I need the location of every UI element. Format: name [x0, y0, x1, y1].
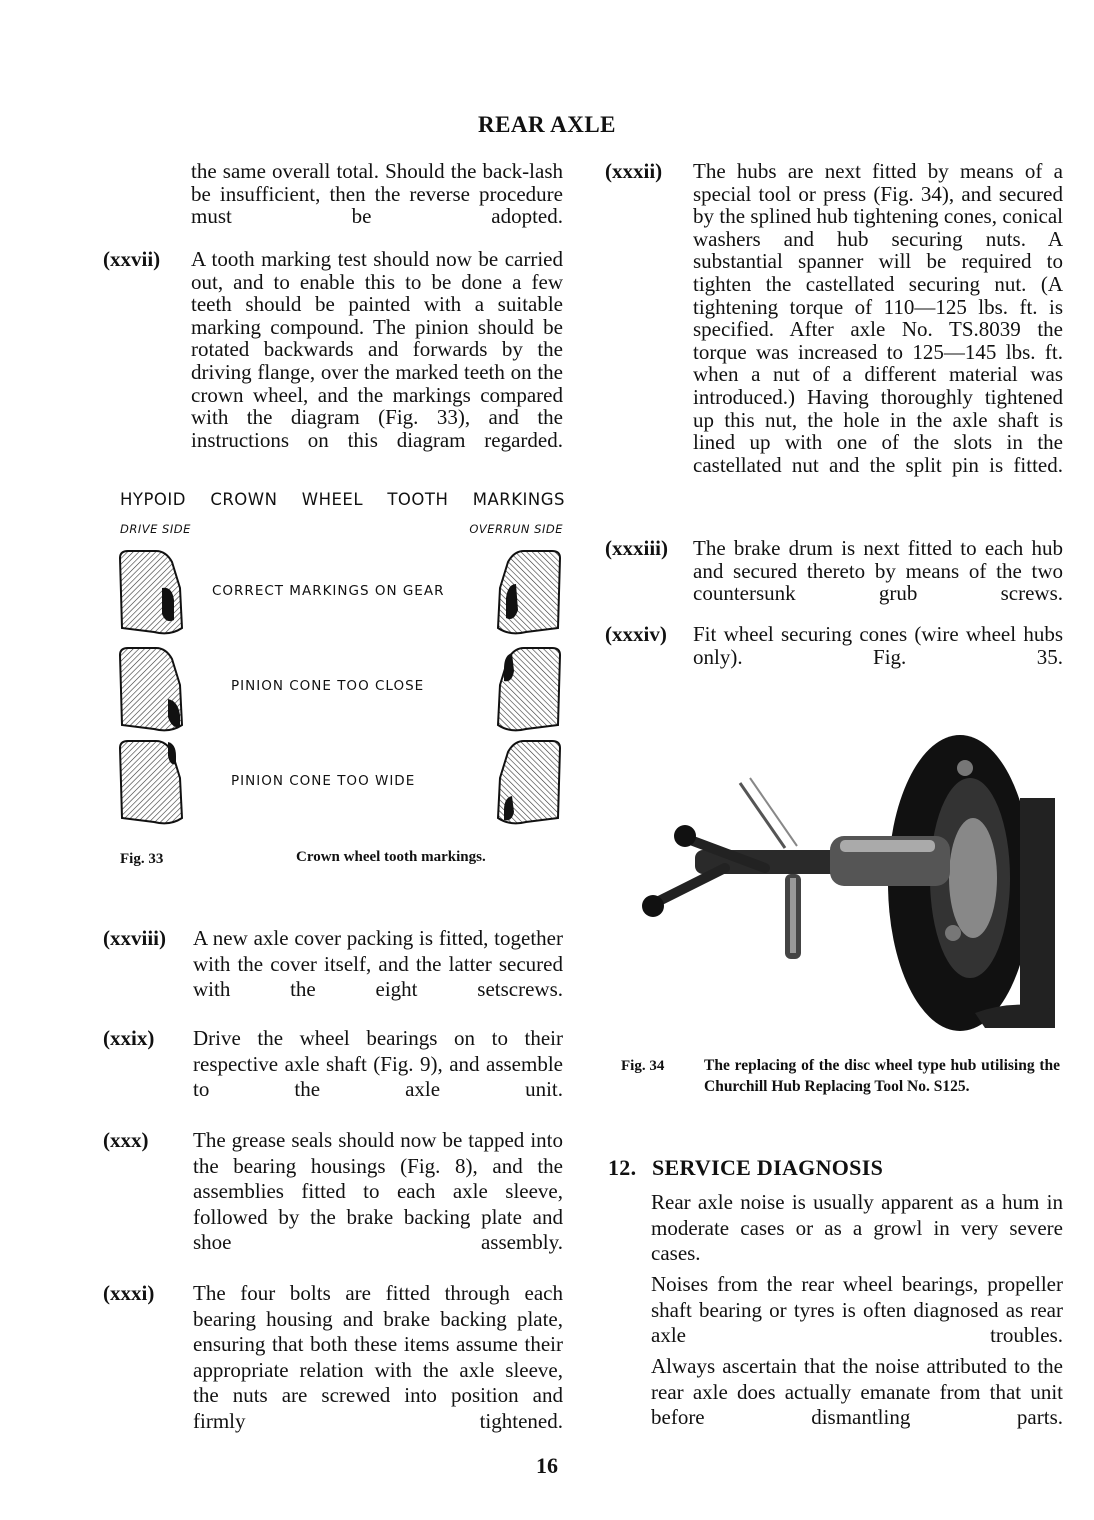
intro-paragraph: the same overall total. Should the back-lash be insufficient, then the reverse procedure must be adopted. — [191, 159, 563, 229]
tooth-drive-close-icon — [114, 645, 186, 735]
step-number-xxviii: (xxviii) — [103, 926, 166, 950]
diagram-title-word: WHEEL — [301, 490, 364, 509]
overrun-side-label: OVERRUN SIDE — [469, 522, 563, 536]
diagram-title-word: HYPOID — [120, 490, 186, 509]
diagram-row-label: PINION CONE TOO CLOSE — [231, 678, 425, 694]
step-text-xxviii: A new axle cover packing is fitted, together with the cover itself, and the latter secured with the eight setscrews. — [193, 926, 563, 1001]
tooth-overrun-wide-icon — [494, 738, 566, 828]
step-text-xxvii: A tooth marking test should now be carried out, and to enable this to be done a few teeth should be painted with a suitable marking compound. The pinion should be rotated backwards and forwards by the driving flange, over the marked teeth on the crown wheel, and the markings compared with the diagram (Fig. 33), and the instructions on this diagram regarded. — [191, 247, 563, 452]
step-number-xxxii: (xxxii) — [605, 159, 663, 183]
fig34-caption: The replacing of the disc wheel type hub utilising the Churchill Hub Replacing Tool No. S125. — [704, 1057, 1060, 1095]
diagram-row-label: PINION CONE TOO WIDE — [231, 773, 416, 789]
step-number-xxvii: (xxvii) — [103, 247, 161, 271]
section-title: SERVICE DIAGNOSIS — [652, 1155, 884, 1180]
step-number-xxx: (xxx) — [103, 1128, 149, 1152]
page-number: 16 — [536, 1453, 558, 1478]
step-text-xxxiii: The brake drum is next fitted to each hub and secured thereto by means of the two countersunk grub screws. — [693, 536, 1063, 606]
tooth-overrun-correct-icon — [494, 548, 566, 638]
page-title: REAR AXLE — [477, 112, 617, 137]
tooth-drive-correct-icon — [114, 548, 186, 638]
step-text-xxx: The grease seals should now be tapped into the bearing housings (Fig. 8), and the assemblies fitted to each axle sleeve, followed by the brake backing plate and shoe assembly. — [193, 1128, 563, 1254]
step-text-xxxiv: Fit wheel securing cones (wire wheel hubs only). Fig. 35. — [693, 622, 1063, 669]
fig34-label: Fig. 34 — [621, 1058, 665, 1074]
diagram-title-word: CROWN — [210, 490, 278, 509]
diagram-row-label: CORRECT MARKINGS ON GEAR — [212, 583, 445, 599]
diagnosis-paragraph: Noises from the rear wheel bearings, propeller shaft bearing or tyres is often diagnosed as rear axle troubles. — [651, 1272, 1063, 1347]
tooth-drive-wide-icon — [114, 738, 186, 828]
section-number: 12. — [608, 1155, 637, 1180]
step-text-xxix: Drive the wheel bearings on to their respective axle shaft (Fig. 9), and assemble to the axle unit. — [193, 1026, 563, 1101]
tooth-overrun-close-icon — [494, 645, 566, 735]
fig33-caption: Crown wheel tooth markings. — [296, 849, 486, 865]
diagnosis-paragraph: Always ascertain that the noise attributed to the rear axle does actually emanate from that unit before dismantling parts. — [651, 1354, 1063, 1429]
step-text-xxxi: The four bolts are fitted through each bearing housing and brake backing plate, ensuring that both these items assume their appropriate relation with the axle sleeve, the nuts are screwed into position and firmly tightened. — [193, 1281, 563, 1433]
drive-side-label: DRIVE SIDE — [120, 522, 191, 536]
diagram-title-word: MARKINGS — [472, 490, 565, 509]
hub-replacing-tool-photo — [615, 728, 1065, 1033]
fig33-label: Fig. 33 — [120, 851, 164, 867]
step-number-xxxi: (xxxi) — [103, 1281, 155, 1305]
step-text-xxxii: The hubs are next fitted by means of a special tool or press (Fig. 34), and secured by the splined hub tightening cones, conical washers and hub securing nuts. A substantial spanner will be required to tighten the castellated securing nut. (A tightening torque of 110—125 lbs. ft. is specified. After axle No. TS.8039 the torque was increased to 125—145 lbs. ft. when a nut of a different material was introduced.) Having thoroughly tightened up this nut, the hole in the axle shaft is lined up with one of the slots in the castellated nut and the split pin is fitted. — [693, 159, 1063, 477]
step-number-xxxiii: (xxxiii) — [605, 536, 668, 560]
diagram-title-word: TOOTH — [387, 490, 449, 509]
step-number-xxxiv: (xxxiv) — [605, 622, 667, 646]
diagnosis-paragraph: Rear axle noise is usually apparent as a hum in moderate cases or as a growl in very severe cases. — [651, 1190, 1063, 1265]
step-number-xxix: (xxix) — [103, 1026, 155, 1050]
diagram-title — [120, 490, 565, 509]
